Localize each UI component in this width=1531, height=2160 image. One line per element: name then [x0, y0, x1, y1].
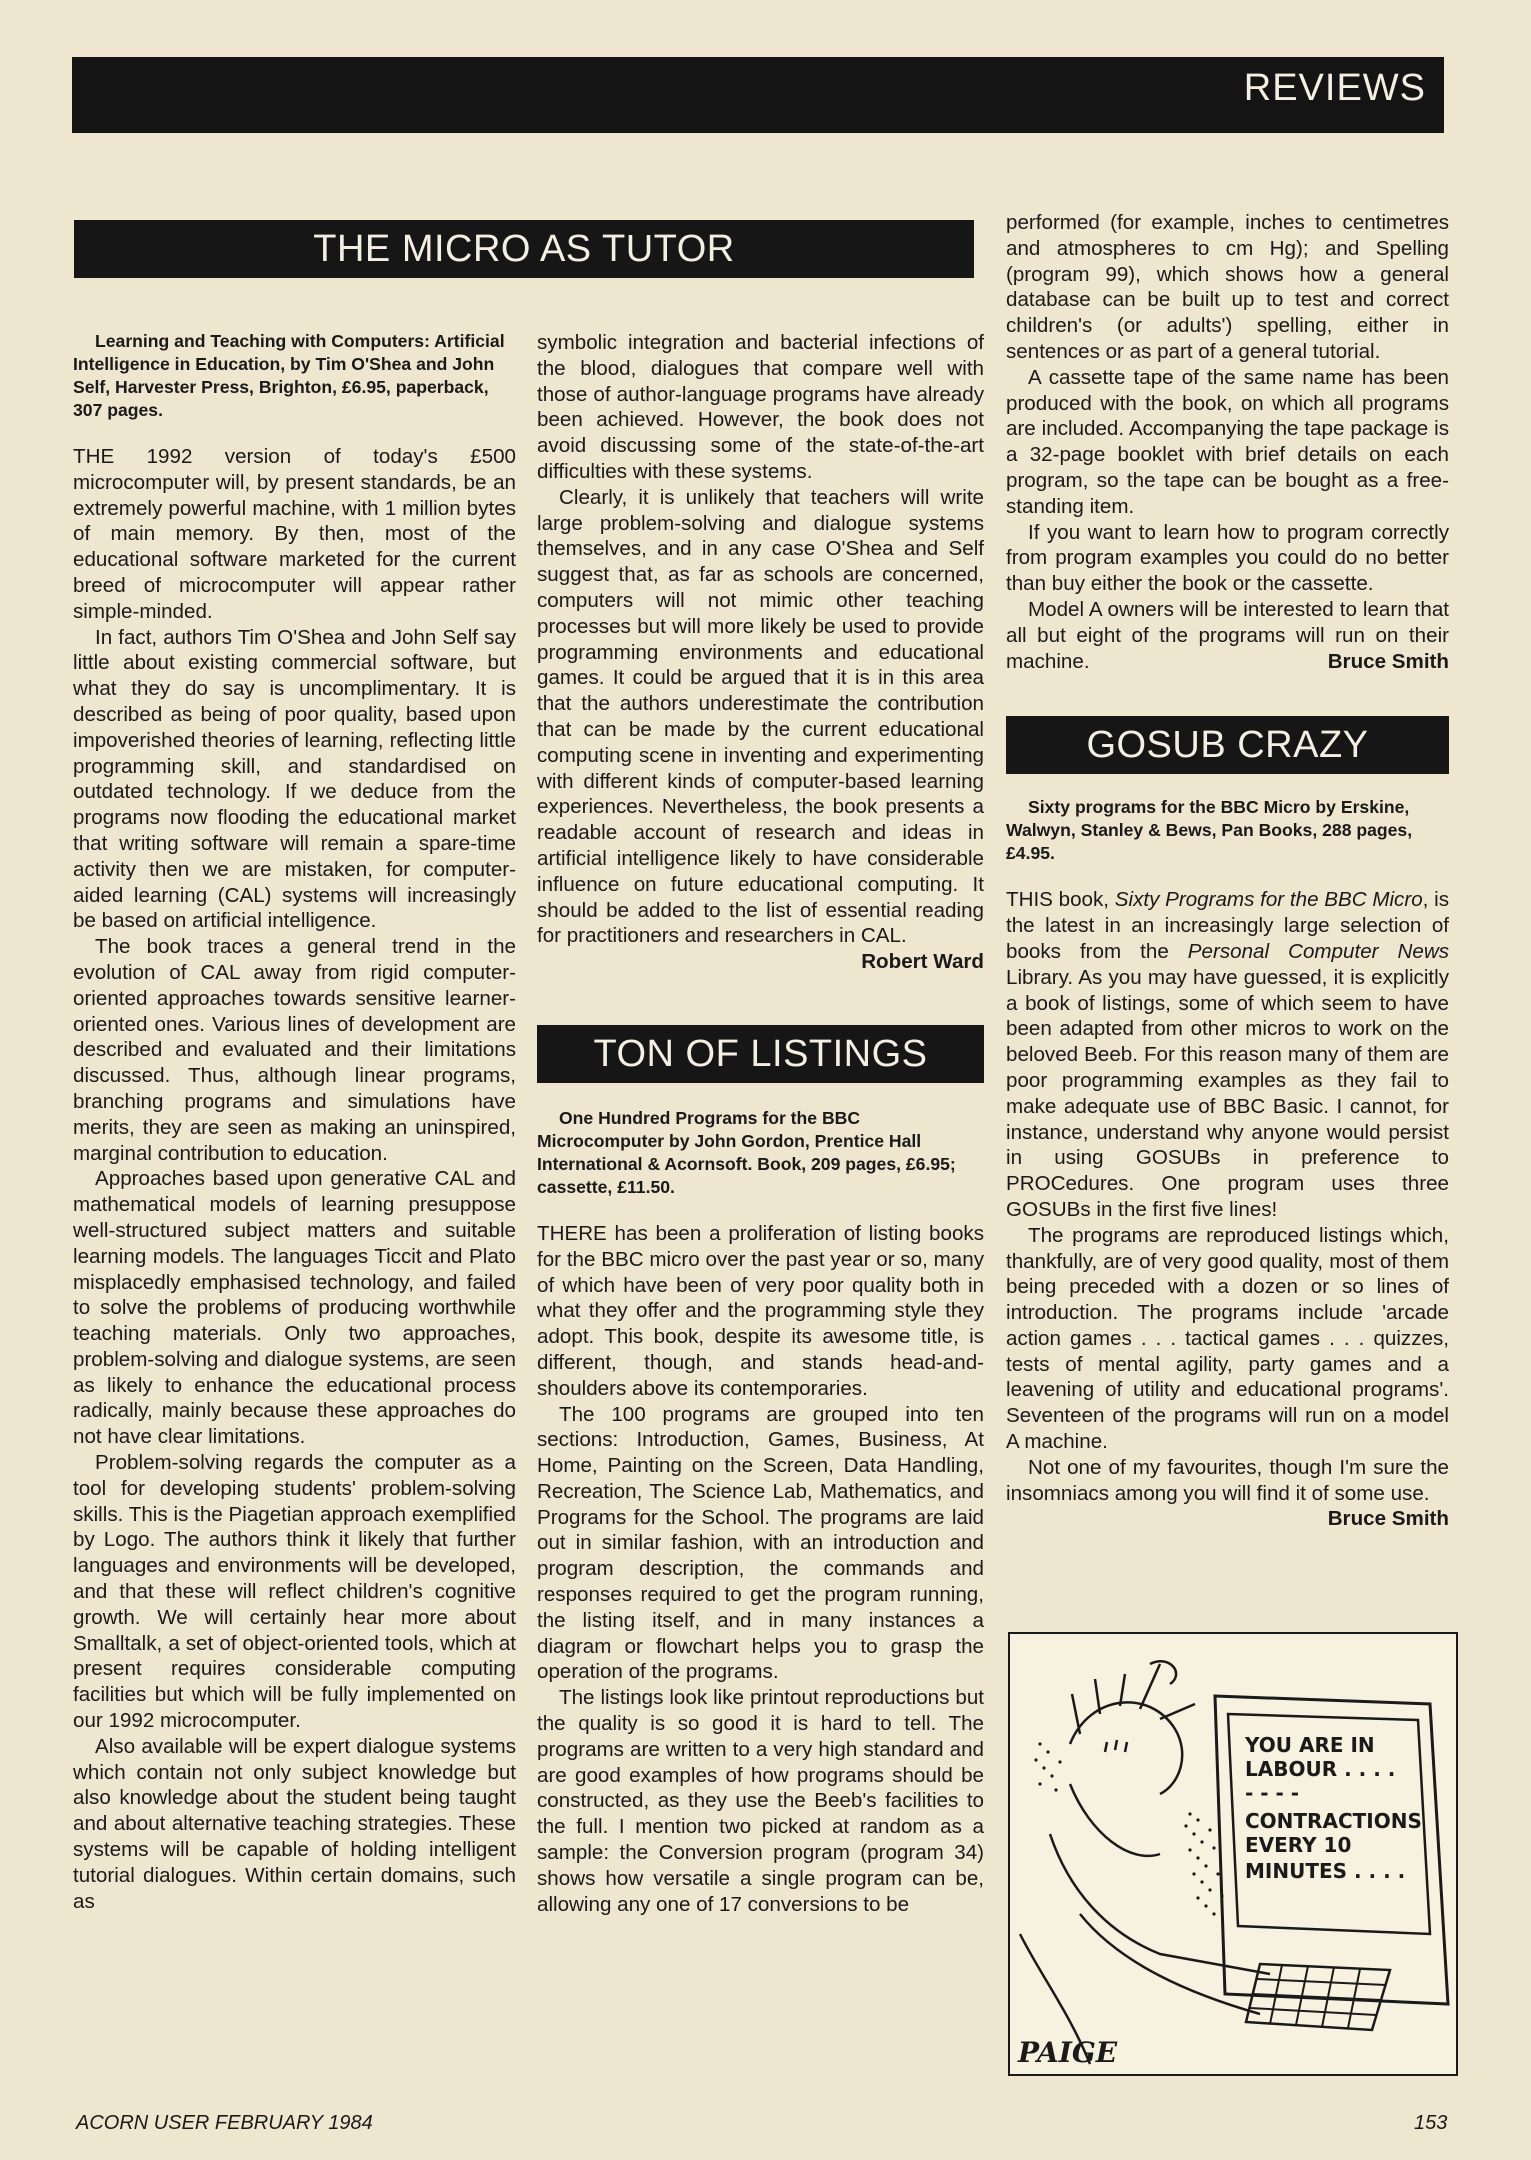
screen-line-1: YOU ARE IN	[1245, 1733, 1375, 1757]
cartoon-drawing	[1010, 1634, 1456, 2074]
review3-p1-mid: , is the latest in an increasingly large selection of books from the	[1006, 888, 1449, 963]
review3-p1-start: THIS book,	[1006, 888, 1115, 912]
review1-continuation: symbolic integration and bacterial infections of the blood, dialogues that compare well with those of author-language programs have already been achieved. However, the book does not avoid discussing some of the state-of-the-art difficulties with these systems.	[537, 331, 984, 483]
review3-paragraph-3-text: Not one of my favourites, though I'm sure the insomniacs among you will find it of some use.	[1006, 1455, 1449, 1505]
column-3	[1006, 210, 1449, 1532]
column-2	[537, 330, 984, 1917]
header-bar	[72, 57, 1444, 133]
svg-text:- - - -: - - - -	[1245, 1781, 1300, 1805]
review2-continuation: performed (for example, inches to centimetres and atmospheres to cm Hg); and Spelling (program 99), which shows how a general database can be built up to test and correct children's (or adults') spelling, either in sentences or as part of a general tutorial.	[1006, 211, 1449, 363]
review1-paragraph-2: In fact, authors Tim O'Shea and John Self say little about existing commercial software, but what they do say is uncomplimentary. It is described as being of poor quality, based upon impoverished theories of learning, reflecting little programming skill, and standardised on outdated technology. If we deduce from the programs now flooding the educational market that writing software will remain a spare-time activity then we are mistaken, for computer-aided learning (CAL) systems will increasingly be based on artificial intelligence.	[73, 625, 516, 933]
review2-paragraph-6	[1006, 597, 1449, 674]
review3-subhead: Sixty programs for the BBC Micro by Erskine, Walwyn, Stanley & Bews, Pan Books, 288 pages, £4.95.	[1006, 797, 1413, 864]
review2-paragraph-2: The 100 programs are grouped into ten sections: Introduction, Games, Business, At Home, Painting on the Screen, Data Handling, Recreation, The Science Lab, Mathematics, and Programs for the School. The programs are laid out in similar fashion, with an introduction and program description, the commands and responses required to get the program running, the listing itself, and in many instances a diagram or flowchart helps you to grasp the operation of the programs.	[537, 1402, 984, 1684]
review3-book-title: Sixty Programs for the BBC Micro	[1114, 888, 1423, 912]
review2-author: Bruce Smith	[1327, 649, 1449, 673]
review3-paragraph-1	[1006, 887, 1449, 1222]
column-1	[73, 330, 516, 1914]
review1-paragraph-6: Also available will be expert dialogue systems which contain not only subject knowledge but also knowledge about the student being taught and about alternative teaching strategies. These systems will be capable of holding intelligent tutorial dialogues. Within certain domains, such as	[73, 1734, 516, 1913]
review-title-gosub-crazy: GOSUB CRAZY	[1006, 716, 1449, 774]
review1-paragraph-1: THE 1992 version of today's £500 microcomputer will, by present standards, be an extremely powerful machine, with 1 million bytes of main memory. By then, most of the educational software marketed for the current breed of microcomputer will appear rather simple-minded.	[73, 445, 516, 623]
screen-line-2: LABOUR . . . .	[1245, 1757, 1396, 1781]
review1-paragraph-5: Problem-solving regards the computer as a tool for developing students' problem-solving skills. This is the Piagetian approach exemplified by Logo. The authors think it likely that further languages and environments will be developed, and that these will reflect children's cognitive growth. We will certainly hear more about Smalltalk, a set of object-oriented tools, which at present requires considerable computing facilities but which will be fully implemented on our 1992 microcomputer.	[73, 1451, 516, 1733]
review1-subhead: Learning and Teaching with Computers: Artificial Intelligence in Education, by Tim O'Shea and John Self, Harvester Press, Brighton, £6.95, paperback, 307 pages.	[73, 331, 505, 420]
review2-subhead: One Hundred Programs for the BBC Microcomputer by John Gordon, Prentice Hall International & Acornsoft. Book, 209 pages, £6.95; cassette, £11.50.	[537, 1107, 956, 1197]
review2-paragraph-1: THERE has been a proliferation of listing books for the BBC micro over the past year or so, many of which have been of very poor quality both in what they offer and the programming style they adopt. This book, despite its awesome title, is different, though, and stands head-and-shoulders above its contemporaries.	[537, 1221, 984, 1400]
footer-magazine: ACORN USER FEBRUARY 1984	[76, 2112, 373, 2134]
review1-paragraph-7-text: Clearly, it is unlikely that teachers will write large problem-solving and dialogue systems themselves, and in any case O'Shea and Self suggest that, as far as schools are concerned, computers will not mimic other teaching processes but will more likely be used to provide programming environments and educational games. It could be argued that it is in this area that the authors underestimate the contribution that can be made by the current educational computing scene in inventing and experimenting with different kinds of computer-based learning experiences. Nevertheless, the book presents a readable account of research and ideas in artificial intelligence likely to have considerable influence on future educational computing. It should be added to the list of essential reading for practitioners and researchers in CAL.	[537, 485, 984, 948]
review3-author: Bruce Smith	[1327, 1507, 1449, 1531]
footer-page-number: 153	[1414, 2112, 1448, 2134]
review3-paragraph-3	[1006, 1455, 1449, 1532]
review3-library-name: Personal Computer News	[1187, 939, 1450, 963]
screen-line-3: CONTRACTIONS	[1245, 1809, 1422, 1833]
artist-signature: PAIGE	[1018, 2036, 1118, 2069]
review1-paragraph-4: Approaches based upon generative CAL and mathematical models of learning presuppose well-structured subject matters and suitable learning models. The languages Ticcit and Plato misplacedly emphasised technology, and failed to solve the problems of producing worthwhile teaching materials. Only two approaches, problem-solving and dialogue systems, are seen as likely to enhance the educational process radically, mainly because these approaches do not have clear limitations.	[73, 1167, 516, 1449]
cartoon-illustration	[1008, 1632, 1458, 2076]
review3-p1-end: Library. As you may have guessed, it is explicitly a book of listings, some of which seem to have been adapted from other micros to work on the beloved Beeb. For this reason many of them are poor programming examples as they fail to make adequate use of BBC Basic. I cannot, for instance, understand why anyone would persist in using GOSUBs in preference to PROCedures. One program uses three GOSUBs in the first five lines!	[1006, 965, 1449, 1221]
screen-line-5: MINUTES . . . .	[1245, 1859, 1406, 1883]
review2-paragraph-6-text: Model A owners will be interested to learn that all but eight of the programs will run on their machine.	[1006, 597, 1449, 673]
review2-paragraph-4: A cassette tape of the same name has been produced with the book, on which all programs are included. Accompanying the tape package is a 32-page booklet with brief details on each program, so the tape can be bought as a free-standing item.	[1006, 365, 1449, 518]
section-label: REVIEWS	[1243, 67, 1426, 109]
dot-shading	[1034, 1742, 1223, 1915]
review-title-ton-of-listings: TON OF LISTINGS	[537, 1025, 984, 1083]
review1-paragraph-7	[537, 485, 984, 975]
review1-paragraph-3: The book traces a general trend in the evolution of CAL away from rigid computer-oriented approaches towards sensitive learner-oriented ones. Various lines of development are described and evaluated and their limitations discussed. Thus, although linear programs, branching programs and simulations have merits, they are seen as making an uninspired, marginal contribution to education.	[73, 935, 516, 1165]
review1-author: Robert Ward	[861, 950, 984, 974]
review2-paragraph-5: If you want to learn how to program correctly from program examples you could do no better than buy either the book or the cassette.	[1006, 520, 1449, 596]
screen-line-4: EVERY 10	[1245, 1833, 1352, 1857]
review3-paragraph-2: The programs are reproduced listings which, thankfully, are of very good quality, most of them being preceded with a dozen or so lines of introduction. The programs include 'arcade action games . . . tactical games . . . quizzes, tests of mental agility, party games and a leavening of utility and educational programs'. Seventeen of the programs will run on a model A machine.	[1006, 1223, 1449, 1454]
review2-paragraph-3: The listings look like printout reproductions but the quality is so good it is hard to tell. The programs are written to a very high standard and are good examples of how programs should be constructed, as they use the Beeb's facilities to the full. I mention two picked at random as a sample: the Conversion program (program 34) shows how versatile a single program can be, allowing any one of 17 conversions to be	[537, 1686, 984, 1916]
review-title-micro-as-tutor: THE MICRO AS TUTOR	[74, 220, 974, 278]
